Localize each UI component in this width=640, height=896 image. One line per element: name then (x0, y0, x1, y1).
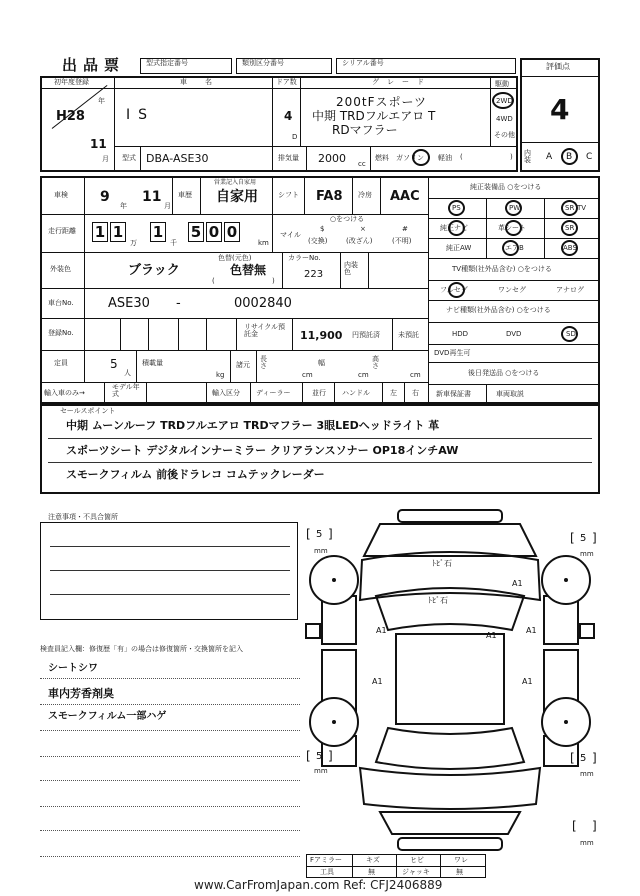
color-paren-open: ( (212, 277, 215, 285)
navi-sd-circle (561, 326, 578, 342)
equip-leather: 革シート (498, 224, 526, 232)
interior-label: 内装 (524, 149, 531, 164)
model-type-label: 型式 (122, 154, 136, 162)
equip-aw: 純正AW (446, 244, 472, 252)
interior-c: C (586, 152, 593, 162)
mile-label: マイル (280, 231, 301, 239)
inspector-line-3: スモークフィルム一部ハゲ (48, 711, 167, 722)
import-parallel: 並行 (312, 389, 326, 397)
usage-label: 車歴 (178, 191, 192, 199)
equip-leather-circle (505, 220, 522, 236)
equip-ps: PS (452, 204, 461, 212)
legend-r2: 無 (368, 868, 375, 876)
spare-open: [ (572, 819, 577, 833)
first-reg-label: 初年度登録 (54, 78, 89, 86)
mile-opt-2-sub: (改ざん) (346, 237, 373, 245)
warranty: 新車保証書 (436, 390, 471, 398)
drive-2wd: 2WD (496, 97, 513, 105)
navi-dvd: DVD (506, 330, 522, 338)
dvd-label: DVD再生可 (434, 349, 471, 357)
equip-sr-1: SR (565, 204, 575, 212)
chassis-dash: - (176, 296, 181, 311)
tv-fullseg-circle (448, 282, 465, 298)
color-change: 色替無 (230, 263, 267, 277)
import-label: 輸入車のみ→ (44, 389, 85, 397)
color-no: 223 (304, 269, 324, 280)
chassis-no: 0002840 (234, 296, 292, 311)
navi-title: ナビ種類(社外品含む) ○をつける (446, 306, 551, 314)
tire-rl-open: [ (306, 749, 311, 763)
model-year-label: モデル年式 (112, 383, 140, 398)
grade-line1: 200tFスポーツ (336, 95, 428, 109)
notes-box (40, 522, 298, 620)
mark-a1-6: A1 (522, 677, 533, 686)
interior-b-circle (561, 148, 578, 165)
fuel-paren-open: ( (460, 153, 463, 161)
tire-fl-close: ] (328, 527, 333, 541)
fuel-paren-close: ) (510, 153, 513, 161)
color-label: 外装色 (50, 265, 71, 273)
mileage-digit-4: 5 (188, 222, 204, 242)
recycle-unpaid: 未預託 (398, 331, 419, 339)
page-title: 出品票 (62, 56, 126, 74)
shaken-year: 9 (100, 189, 110, 205)
mile-opt-2: × (360, 225, 366, 233)
displacement-label: 排気量 (278, 154, 299, 162)
len-label: 長さ (260, 355, 267, 370)
tire-fr-open: [ (570, 531, 575, 545)
mark-a1-4: A1 (526, 626, 537, 635)
doors-value: 4 (284, 109, 293, 123)
fuel-label: 燃料 (375, 154, 389, 162)
color-change-label: 色替(元色) (218, 254, 252, 262)
color-paren-close: ) (272, 277, 275, 285)
mileage-sen: 千 (170, 239, 177, 247)
watermark: www.CarFromJapan.com Ref: CFJ2406889 (190, 879, 446, 891)
doors-label: ドア数 (276, 78, 297, 86)
mark-a1-2: A1 (376, 626, 387, 635)
equip-navi: 純正ナビ (440, 224, 468, 232)
recycle-unit: 円預託済 (352, 331, 380, 339)
legend-r4: 無 (456, 868, 463, 876)
sales-line-1: 中期 ムーンルーフ TRDフルエアロ TRDマフラー 3眼LEDヘッドライト 革 (66, 419, 440, 432)
tire-rr-close: ] (592, 751, 597, 765)
handle-right: 右 (412, 389, 419, 397)
equip-abs-circle (561, 240, 578, 256)
mileage-digit-1: 1 (92, 222, 108, 242)
model-type: DBA-ASE30 (146, 152, 209, 165)
tv-oneseg: ワンセグ (498, 286, 526, 294)
dim-label: 諸元 (236, 361, 250, 369)
ac-value: AAC (390, 189, 420, 204)
import-class-label: 輸入区分 (212, 389, 240, 397)
mark-a1-1: A1 (512, 579, 523, 588)
mark-a1-5: A1 (372, 677, 383, 686)
height-cm: cm (410, 371, 421, 379)
mileage-digit-5: 0 (206, 222, 222, 242)
height-label: 高さ (372, 355, 379, 370)
doors-suffix: D (292, 133, 298, 141)
shift-label: シフト (278, 191, 299, 199)
mark-a1-3: A1 (486, 631, 497, 640)
mark-tobiishi-2: ﾄﾋﾞ石 (428, 596, 448, 605)
equip-ps-circle (448, 200, 465, 216)
sales-line-3: スモークフィルム 前後ドラレコ コムテックレーダー (66, 468, 325, 481)
equip-sr-1-circle (561, 200, 578, 216)
legend-h3: ヒビ (410, 856, 424, 864)
first-reg-month: 11 (90, 137, 107, 151)
handle-left: 左 (390, 389, 397, 397)
equip-navi-circle (448, 220, 465, 236)
equip-title: 純正装備品 ○をつける (470, 183, 542, 191)
load-kg: kg (216, 371, 225, 379)
fuel-gasoline: ガソリン (396, 154, 424, 162)
drive-4wd: 4WD (496, 115, 513, 123)
grade-line2: 中期 TRDフルエアロ T (312, 109, 436, 123)
interior-color-label: 内装色 (344, 261, 358, 276)
import-dealer: ディーラー (256, 389, 291, 397)
interior-a: A (546, 152, 553, 162)
tire-rr-value: 5 (580, 753, 587, 764)
equip-pw: PW (509, 204, 521, 212)
tire-fr-value: 5 (580, 533, 587, 544)
displacement: 2000 (318, 152, 346, 165)
score-label: 評価点 (546, 62, 570, 71)
mileage-digit-2: 1 (110, 222, 126, 242)
tire-fl-unit: mm (314, 547, 328, 555)
mile-opt-3: # (402, 225, 408, 233)
handle-label: ハンドル (342, 389, 370, 397)
recycle-label: リサイクル預託金 (244, 323, 286, 338)
chassis-label: 車台No. (48, 299, 74, 307)
equip-airbag: エアB (505, 244, 524, 252)
inspector-line-2: 車内芳香剤臭 (48, 687, 114, 700)
tv-title: TV種類(社外品含む) ○をつける (452, 265, 552, 273)
color-no-label: カラーNo. (288, 254, 321, 262)
interior-b: B (566, 152, 573, 162)
capacity-value: 5 (110, 357, 118, 371)
tire-rl-close: ] (328, 749, 333, 763)
class-label: 類別区分番号 (242, 59, 284, 67)
equip-sr-2-circle (561, 220, 578, 236)
tire-rr-unit: mm (580, 770, 594, 778)
tire-fl-open: [ (306, 527, 311, 541)
usage-value: 自家用 (216, 189, 258, 205)
reg-no-label: 登録No. (48, 329, 74, 337)
spare-unit: mm (580, 839, 594, 847)
grade-line3: RDマフラー (332, 123, 398, 137)
capacity-nin: 人 (124, 369, 131, 377)
year-label: 年 (98, 97, 105, 105)
spare-close: ] (592, 819, 597, 833)
mileage-km: km (258, 239, 269, 247)
fuel-circle (412, 149, 430, 166)
legend-h1: Fアミラー (310, 856, 343, 864)
equip-sr-2: SR (565, 224, 575, 232)
serial-label: シリアル番号 (342, 59, 384, 67)
equip-tv: TV (577, 204, 587, 212)
cc-label: cc (358, 160, 366, 168)
circle-note: ○をつける (330, 215, 365, 223)
manual: 車両取説 (496, 390, 524, 398)
equip-pw-circle (505, 200, 522, 216)
tv-fullseg: フルセグ (440, 286, 468, 294)
first-reg-year: H28 (56, 109, 85, 124)
mile-opt-1-sub: (交換) (308, 237, 328, 245)
width-label: 幅 (318, 359, 325, 367)
mileage-digit-6: 0 (224, 222, 240, 242)
legend-h4: ワレ (454, 856, 468, 864)
width-cm: cm (358, 371, 369, 379)
tire-rr-open: [ (570, 751, 575, 765)
shaken-tsuki: 月 (164, 202, 171, 210)
tire-rl-value: 5 (316, 751, 323, 762)
car-name: IS (126, 107, 156, 123)
tire-rl-unit: mm (314, 767, 328, 775)
notes-label: 注意事項・不具合箇所 (48, 513, 118, 521)
drive-other: その他 (494, 131, 515, 139)
legend-h2: キズ (366, 856, 380, 864)
len-cm: cm (302, 371, 313, 379)
inspector-line-1: シートシワ (48, 663, 98, 674)
tire-fl-value: 5 (316, 529, 323, 540)
mark-tobiishi-1: ﾄﾋﾞ石 (432, 559, 452, 568)
fuel-light-oil: 軽油 (438, 154, 452, 162)
grade-label: グレード (372, 78, 432, 86)
legend-r1: 工具 (320, 868, 334, 876)
capacity-label: 定員 (54, 359, 68, 367)
usage-sub: 営業記入自家用 (214, 179, 257, 186)
car-name-label: 車名 (180, 78, 230, 86)
mileage-man: 万 (130, 239, 137, 247)
legend-r3: ジャッキ (402, 868, 430, 876)
drive-2wd-circle (492, 92, 514, 109)
mileage-label: 走行距離 (48, 227, 76, 235)
recycle-value: 11,900 (300, 329, 343, 342)
tv-analog: アナログ (556, 286, 584, 294)
color-value: ブラック (128, 263, 180, 278)
drive-label: 駆動 (495, 80, 509, 88)
shaken-label: 車検 (54, 191, 68, 199)
sales-line-2: スポーツシート デジタルインナーミラー クリアランスソナー OP18インチAW (66, 444, 459, 457)
month-label: 月 (102, 155, 109, 163)
mileage-digit-3: 1 (150, 222, 166, 242)
sales-label: セールスポイント (60, 407, 116, 415)
equip-abs: ABS (563, 244, 577, 252)
mile-opt-3-sub: (不明) (392, 237, 412, 245)
tire-fr-unit: mm (580, 550, 594, 558)
inspector-label: 検査員記入欄：修復歴「有」の場合は修復箇所・交換箇所を記入 (40, 645, 243, 653)
shift-value: FA8 (316, 189, 343, 204)
tire-fr-close: ] (592, 531, 597, 545)
later-title: 後日発送品 ○をつける (468, 369, 540, 377)
car-diagram (300, 500, 600, 860)
shaken-month: 11 (142, 189, 162, 205)
navi-hdd: HDD (452, 330, 469, 338)
load-label: 積載量 (142, 359, 163, 367)
ac-label: 冷房 (358, 191, 372, 199)
score-value: 4 (550, 93, 570, 126)
navi-sd: SD (566, 330, 576, 338)
equip-airbag-circle (502, 240, 519, 256)
mile-opt-1: $ (320, 225, 325, 233)
model-cert-label: 型式指定番号 (146, 59, 188, 67)
shaken-nen: 年 (120, 202, 127, 210)
chassis-prefix: ASE30 (108, 296, 150, 311)
